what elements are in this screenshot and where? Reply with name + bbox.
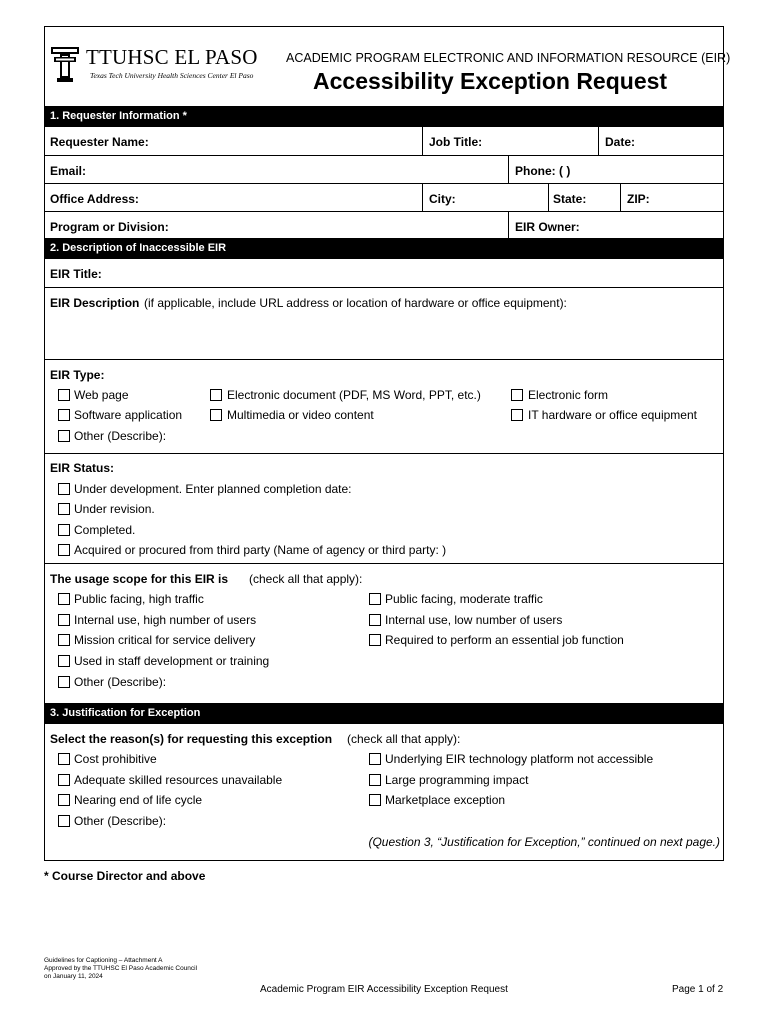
end-of-life-checkbox[interactable] bbox=[58, 794, 70, 806]
requester-row-3 bbox=[44, 184, 724, 212]
reason-other-checkbox[interactable] bbox=[58, 815, 70, 827]
under-development-checkbox[interactable] bbox=[58, 483, 70, 495]
logo-name: TTUHSC EL PASO bbox=[86, 45, 258, 69]
mission-critical-checkbox[interactable] bbox=[58, 634, 70, 646]
requester-row-2 bbox=[44, 156, 724, 184]
footer-left-line-1: Guidelines for Captioning – Attachment A bbox=[44, 957, 163, 964]
essential-job-function-checkbox[interactable] bbox=[369, 634, 381, 646]
continued-note: (Question 3, “Justification for Exception,” continued on next page.) bbox=[368, 835, 720, 849]
end-of-life-option: Nearing end of life cycle bbox=[74, 793, 203, 807]
eir-description-row[interactable] bbox=[44, 288, 724, 360]
page-title: Accessibility Exception Request bbox=[313, 68, 668, 94]
job-title-field[interactable]: Job Title: bbox=[422, 127, 598, 155]
internal-low-users-checkbox[interactable] bbox=[369, 614, 381, 626]
section-3-heading: 3. Justification for Exception bbox=[44, 703, 724, 724]
electronic-form-checkbox[interactable] bbox=[511, 389, 523, 401]
staff-development-checkbox[interactable] bbox=[58, 655, 70, 667]
eir-type-other-checkbox[interactable] bbox=[58, 430, 70, 442]
zip-field[interactable]: ZIP: bbox=[620, 184, 724, 211]
it-hardware-option: IT hardware or office equipment bbox=[528, 408, 697, 422]
large-programming-impact-option: Large programming impact bbox=[385, 773, 529, 787]
public-high-traffic-option: Public facing, high traffic bbox=[74, 592, 204, 606]
completed-checkbox[interactable] bbox=[58, 524, 70, 536]
eir-type-row bbox=[44, 360, 724, 454]
electronic-form-option: Electronic form bbox=[528, 388, 609, 402]
phone-field[interactable]: Phone: ( ) bbox=[508, 156, 724, 183]
reason-label: Select the reason(s) for requesting this exception bbox=[50, 732, 333, 746]
staff-development-option: Used in staff development or training bbox=[74, 654, 270, 668]
justification-row bbox=[44, 724, 724, 861]
footer-center: Academic Program EIR Accessibility Exception Request bbox=[260, 984, 508, 995]
footer-left-line-2: Approved by the TTUHSC El Paso Academic Council bbox=[44, 965, 198, 972]
multimedia-option: Multimedia or video content bbox=[227, 408, 374, 422]
acquired-third-party-checkbox[interactable] bbox=[58, 544, 70, 556]
office-address-field[interactable]: Office Address: bbox=[50, 192, 139, 206]
internal-high-users-option: Internal use, high number of users bbox=[74, 613, 257, 627]
header-top-line: ACADEMIC PROGRAM ELECTRONIC AND INFORMATION RESOURCE (EIR) bbox=[286, 51, 731, 65]
form-header bbox=[44, 26, 731, 106]
footnote: * Course Director and above bbox=[44, 869, 206, 883]
eir-title-row bbox=[44, 259, 724, 288]
reason-other-option: Other (Describe): bbox=[74, 814, 167, 828]
page-number: Page 1 of 2 bbox=[672, 984, 724, 995]
usage-scope-label: The usage scope for this EIR is bbox=[50, 572, 229, 586]
section-2-heading: 2. Description of Inaccessible EIR bbox=[44, 238, 724, 259]
state-field[interactable]: State: bbox=[548, 184, 620, 211]
skilled-resources-checkbox[interactable] bbox=[58, 774, 70, 786]
eir-description-label: EIR Description bbox=[50, 296, 140, 310]
public-high-traffic-checkbox[interactable] bbox=[58, 593, 70, 605]
mission-critical-option: Mission critical for service delivery bbox=[74, 633, 256, 647]
footer-left-line-3: on January 11, 2024 bbox=[44, 973, 103, 980]
software-application-option: Software application bbox=[74, 408, 183, 422]
program-division-field[interactable]: Program or Division: bbox=[50, 220, 169, 234]
institution-logo bbox=[50, 45, 270, 85]
eir-status-row bbox=[44, 454, 724, 564]
eir-title-field[interactable]: EIR Title: bbox=[50, 267, 102, 281]
internal-high-users-checkbox[interactable] bbox=[58, 614, 70, 626]
date-field[interactable]: Date: bbox=[598, 127, 724, 155]
web-page-checkbox[interactable] bbox=[58, 389, 70, 401]
usage-other-option: Other (Describe): bbox=[74, 675, 167, 689]
public-moderate-traffic-option: Public facing, moderate traffic bbox=[385, 592, 543, 606]
it-hardware-checkbox[interactable] bbox=[511, 409, 523, 421]
marketplace-exception-option: Marketplace exception bbox=[385, 793, 506, 807]
electronic-document-option: Electronic document (PDF, MS Word, PPT, etc.) bbox=[227, 388, 481, 402]
city-field[interactable]: City: bbox=[422, 184, 548, 211]
usage-other-checkbox[interactable] bbox=[58, 676, 70, 688]
eir-status-label: EIR Status: bbox=[50, 461, 115, 475]
public-moderate-traffic-checkbox[interactable] bbox=[369, 593, 381, 605]
eir-type-other-option: Other (Describe): bbox=[74, 429, 167, 443]
marketplace-exception-checkbox[interactable] bbox=[369, 794, 381, 806]
section-1-heading: 1. Requester Information * bbox=[44, 106, 724, 127]
platform-not-accessible-option: Underlying EIR technology platform not accessible bbox=[385, 752, 654, 766]
logo-subtitle: Texas Tech University Health Sciences Center El Paso bbox=[90, 71, 254, 80]
internal-low-users-option: Internal use, low number of users bbox=[385, 613, 563, 627]
reason-hint: (check all that apply): bbox=[347, 732, 461, 746]
usage-scope-hint: (check all that apply): bbox=[249, 572, 363, 586]
footer-left bbox=[44, 957, 197, 981]
web-page-option: Web page bbox=[74, 388, 129, 402]
large-programming-impact-checkbox[interactable] bbox=[369, 774, 381, 786]
acquired-third-party-option: Acquired or procured from third party (Name of agency or third party: ) bbox=[74, 543, 447, 557]
platform-not-accessible-checkbox[interactable] bbox=[369, 753, 381, 765]
requester-row-4 bbox=[44, 212, 724, 239]
usage-scope-row bbox=[44, 564, 724, 703]
software-application-checkbox[interactable] bbox=[58, 409, 70, 421]
requester-name-field[interactable]: Requester Name: bbox=[50, 135, 149, 149]
essential-job-function-option: Required to perform an essential job function bbox=[385, 633, 624, 647]
double-t-logo-icon bbox=[50, 45, 80, 83]
email-field[interactable]: Email: bbox=[50, 164, 87, 178]
skilled-resources-option: Adequate skilled resources unavailable bbox=[74, 773, 283, 787]
under-development-option: Under development. Enter planned completion date: bbox=[74, 482, 352, 496]
eir-type-label: EIR Type: bbox=[50, 368, 105, 382]
multimedia-checkbox[interactable] bbox=[210, 409, 222, 421]
completed-option: Completed. bbox=[74, 523, 136, 537]
cost-prohibitive-option: Cost prohibitive bbox=[74, 752, 157, 766]
eir-description-hint: (if applicable, include URL address or location of hardware or office equipment): bbox=[144, 296, 567, 310]
cost-prohibitive-checkbox[interactable] bbox=[58, 753, 70, 765]
electronic-document-checkbox[interactable] bbox=[210, 389, 222, 401]
requester-row-1 bbox=[44, 127, 724, 156]
eir-owner-field[interactable]: EIR Owner: bbox=[508, 212, 724, 239]
under-revision-option: Under revision. bbox=[74, 502, 155, 516]
under-revision-checkbox[interactable] bbox=[58, 503, 70, 515]
